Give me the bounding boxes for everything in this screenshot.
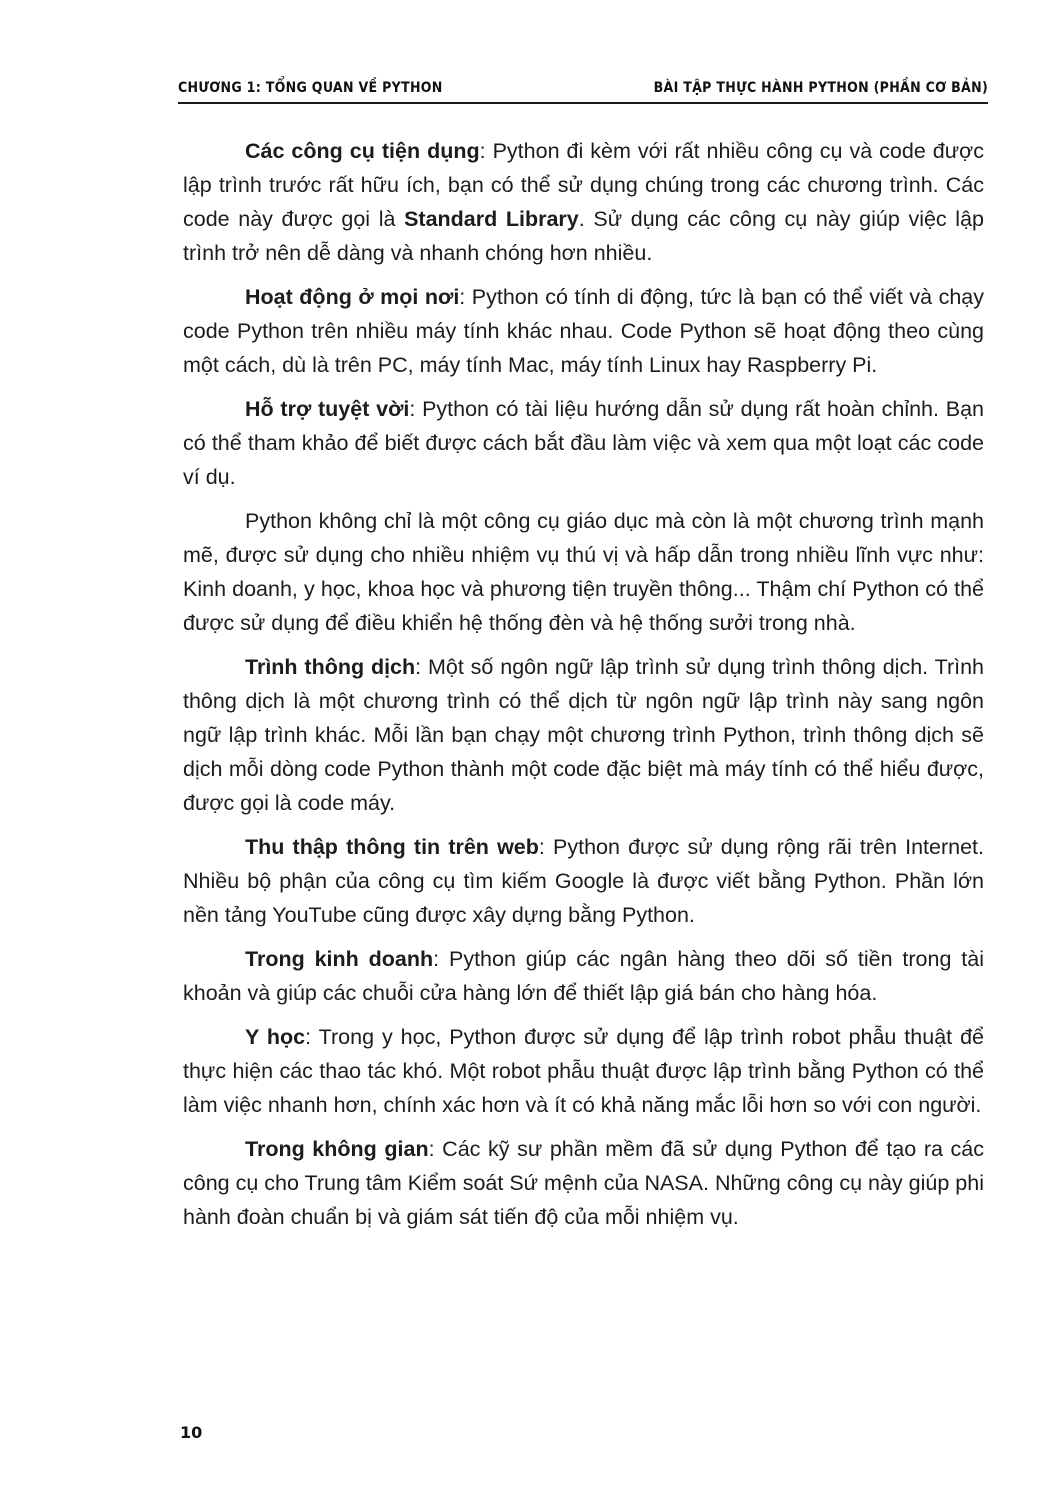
page-body — [183, 134, 984, 1244]
paragraph-text: . Sử dụng các công cụ này giúp việc lập trình trở nên dễ dàng và nhanh chóng hơn nhiều. — [183, 207, 984, 265]
paragraph-text: : Python đi kèm với rất nhiều công cụ và code được lập trình trước rất hữu ích, bạn có thể sử dụng chúng trong các chương trình. Các code này được gọi là — [183, 139, 984, 231]
paragraph-standard-library — [183, 134, 984, 270]
paragraph-term: Hỗ trợ tuyệt vời — [245, 397, 410, 421]
paragraph-medicine — [183, 1020, 984, 1122]
paragraph-web — [183, 830, 984, 932]
paragraph-business — [183, 942, 984, 1010]
paragraph-interpreter — [183, 650, 984, 820]
paragraph-text: : Trong y học, Python được sử dụng để lập trình robot phẫu thuật để thực hiện các thao tác khó. Một robot phẫu thuật được lập trình bằng Python có thể làm việc nhanh hơn, chính xác hơn và ít có khả năng mắc lỗi hơn so với con người. — [183, 1025, 984, 1117]
paragraph-text: : Python có tài liệu hướng dẫn sử dụng rất hoàn chỉnh. Bạn có thể tham khảo để biết được cách bắt đầu làm việc và xem qua một loạt các code ví dụ. — [183, 397, 984, 489]
paragraph-overview — [183, 504, 984, 640]
paragraph-term: Y học — [245, 1025, 306, 1049]
paragraph-portability — [183, 280, 984, 382]
paragraph-text: : Python được sử dụng rộng rãi trên Internet. Nhiều bộ phận của công cụ tìm kiếm Google là được viết bằng Python. Phần lớn nền tảng YouTube cũng được xây dựng bằng Python. — [183, 835, 984, 927]
paragraph-text: : Một số ngôn ngữ lập trình sử dụng trình thông dịch. Trình thông dịch là một chương trình có thể dịch từ ngôn ngữ lập trình này sang ngôn ngữ lập trình khác. Mỗi lần bạn chạy một chương trình Python, trình thông dịch sẽ dịch mỗi dòng code Python thành một code đặc biệt mà máy tính có thể hiểu được, được gọi là code máy. — [183, 655, 984, 815]
book-title: BÀI TẬP THỰC HÀNH PYTHON (PHẦN CƠ BẢN) — [653, 80, 988, 96]
paragraph-text: : Python có tính di động, tức là bạn có thể viết và chạy code Python trên nhiều máy tính khác nhau. Code Python sẽ hoạt động theo cùng một cách, dù là trên PC, máy tính Mac, máy tính Linux hay Raspberry Pi. — [183, 285, 984, 377]
paragraph-support — [183, 392, 984, 494]
standard-library-term: Standard Library — [404, 207, 579, 231]
paragraph-term: Trình thông dịch — [245, 655, 416, 679]
paragraph-space — [183, 1132, 984, 1234]
page-number: 10 — [180, 1423, 203, 1442]
paragraph-text: Python không chỉ là một công cụ giáo dục mà còn là một chương trình mạnh mẽ, được sử dụng cho nhiều nhiệm vụ thú vị và hấp dẫn trong nhiều lĩnh vực như: Kinh doanh, y học, khoa học và phương tiện truyền thông... Thậm chí Python có thể được sử dụng để điều khiển hệ thống đèn và hệ thống sưởi trong nhà. — [183, 509, 984, 635]
paragraph-text: : Python giúp các ngân hàng theo dõi số tiền trong tài khoản và giúp các chuỗi cửa hàng lớn để thiết lập giá bán cho hàng hóa. — [183, 947, 984, 1005]
paragraph-term: Thu thập thông tin trên web — [245, 835, 539, 859]
paragraph-term: Trong không gian — [245, 1137, 429, 1161]
paragraph-text: : Các kỹ sư phần mềm đã sử dụng Python để tạo ra các công cụ cho Trung tâm Kiểm soát Sứ mệnh của NASA. Những công cụ này giúp phi hành đoàn chuẩn bị và giám sát tiến độ của mỗi nhiệm vụ. — [183, 1137, 984, 1229]
paragraph-term: Trong kinh doanh — [245, 947, 434, 971]
chapter-title: CHƯƠNG 1: TỔNG QUAN VỀ PYTHON — [178, 80, 443, 96]
paragraph-term: Hoạt động ở mọi nơi — [245, 285, 460, 309]
paragraph-term: Các công cụ tiện dụng — [245, 139, 480, 163]
running-header — [178, 76, 988, 104]
